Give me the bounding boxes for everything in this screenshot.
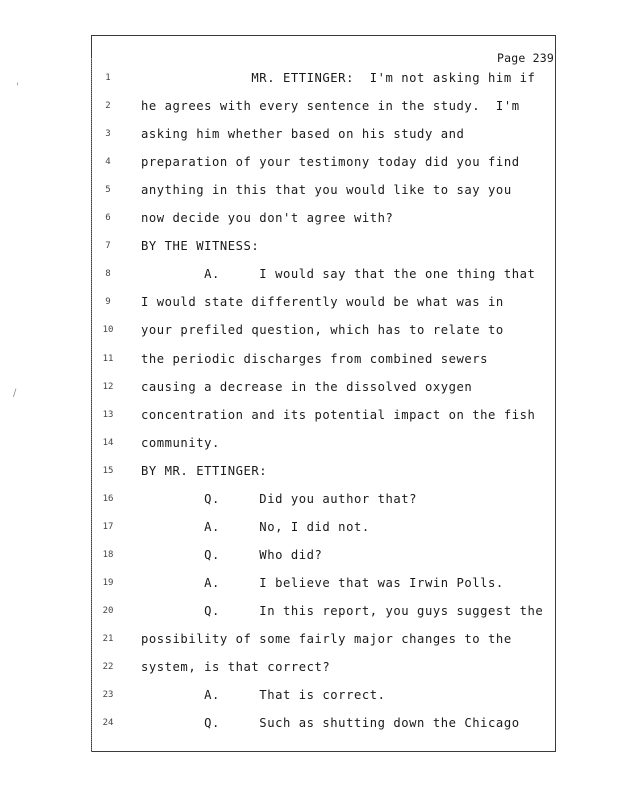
line-text: anything in this that you would like to say you — [141, 183, 512, 198]
transcript-line — [0, 492, 618, 512]
line-text: BY MR. ETTINGER: — [141, 463, 268, 478]
line-text: A. No, I did not. — [141, 519, 370, 534]
line-number: 17 — [102, 521, 114, 532]
transcript-line — [0, 155, 618, 175]
line-number: 18 — [102, 549, 114, 560]
line-text: causing a decrease in the dissolved oxygen — [141, 379, 473, 394]
line-number: 4 — [105, 157, 111, 168]
line-text: your prefiled question, which has to relate to — [141, 323, 504, 338]
line-text: Q. In this report, you guys suggest the — [141, 603, 544, 618]
line-text: Q. Did you author that? — [141, 491, 418, 506]
line-number: 11 — [102, 353, 114, 364]
transcript-line — [0, 688, 618, 708]
line-number: 21 — [102, 634, 114, 644]
line-number: 13 — [102, 409, 114, 420]
page-number: Page 239 — [497, 51, 554, 65]
transcript-line — [0, 464, 618, 484]
line-number: 22 — [102, 662, 114, 673]
transcript-line — [0, 520, 618, 540]
line-number: 6 — [105, 213, 111, 224]
line-text: now decide you don't agree with? — [141, 211, 394, 226]
line-number: 10 — [102, 325, 114, 336]
line-text: asking him whether based on his study and — [141, 127, 465, 142]
transcript-line — [0, 632, 618, 652]
transcript-line — [0, 99, 618, 119]
line-text: A. I believe that was Irwin Polls. — [141, 575, 504, 590]
line-text: concentration and its potential impact on the fish — [141, 407, 536, 422]
line-number: 24 — [102, 718, 114, 729]
line-text: the periodic discharges from combined sewers — [141, 351, 489, 366]
transcript-line — [0, 352, 618, 372]
transcript-line — [0, 211, 618, 231]
transcript-line — [0, 239, 618, 259]
line-number: 20 — [102, 605, 114, 616]
transcript-line — [0, 71, 618, 91]
line-text: system, is that correct? — [141, 660, 331, 675]
transcript-line — [0, 127, 618, 147]
line-number: 7 — [105, 241, 111, 252]
line-number: 15 — [102, 465, 114, 476]
transcript-line — [0, 604, 618, 624]
line-text: Q. Such as shutting down the Chicago — [141, 716, 520, 731]
line-number: 23 — [102, 690, 114, 701]
transcript-line — [0, 295, 618, 315]
line-number: 5 — [105, 185, 111, 196]
margin-mark: / — [13, 388, 17, 399]
line-number: 12 — [102, 381, 114, 392]
line-number: 9 — [105, 297, 111, 308]
transcript-line — [0, 183, 618, 203]
line-number: 8 — [105, 269, 111, 280]
transcript-line — [0, 380, 618, 400]
transcript-line — [0, 716, 618, 736]
line-text: A. That is correct. — [141, 688, 386, 703]
line-number: 2 — [105, 101, 111, 112]
transcript-line — [0, 436, 618, 456]
line-text: I would state differently would be what was in — [141, 295, 504, 310]
transcript-line — [0, 576, 618, 596]
line-text: he agrees with every sentence in the study. I'm — [141, 99, 520, 114]
line-text: A. I would say that the one thing that — [141, 267, 536, 282]
line-number: 16 — [102, 493, 114, 504]
line-text: Q. Who did? — [141, 547, 323, 562]
transcript-line — [0, 323, 618, 343]
line-number: 3 — [105, 129, 111, 140]
line-text: community. — [141, 435, 220, 450]
line-text: BY THE WITNESS: — [141, 239, 260, 254]
transcript-line — [0, 267, 618, 287]
line-number: 14 — [102, 437, 114, 448]
transcript-line — [0, 408, 618, 428]
line-text: MR. ETTINGER: I'm not asking him if — [141, 71, 536, 85]
margin-mark: ' — [16, 82, 19, 93]
transcript-line — [0, 548, 618, 568]
line-text: possibility of some fairly major changes to the — [141, 632, 512, 646]
transcript-line — [0, 660, 618, 680]
line-text: preparation of your testimony today did you find — [141, 155, 520, 170]
line-number: 19 — [102, 577, 114, 588]
line-number: 1 — [105, 73, 111, 83]
